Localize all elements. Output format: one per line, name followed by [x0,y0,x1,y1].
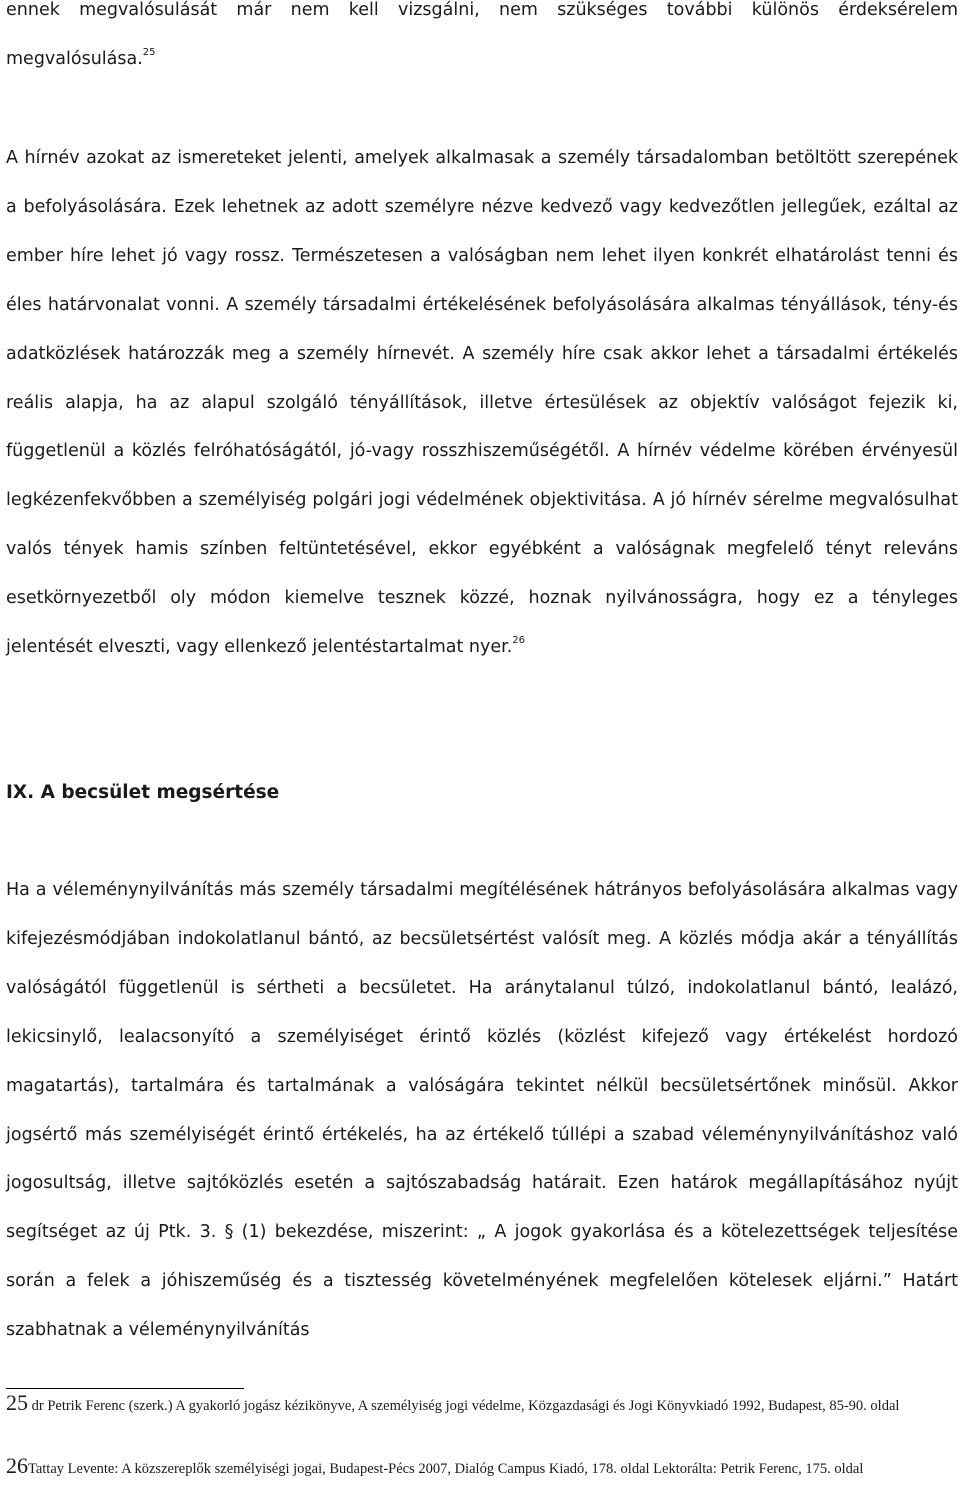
footnote-ref-25[interactable]: 25 [142,46,156,58]
paragraph-2 [6,134,958,672]
footnote-26 [6,1453,952,1480]
footnote-separator [6,1388,244,1389]
section-heading: IX. A becsület megsértése [6,782,280,803]
paragraph-3 [6,866,958,1355]
paragraph-2-text: A hírnév azokat az ismereteket jelenti, amelyek alkalmasak a személy társadalomban betöltött szerepének a befolyásolására. Ezek lehetnek az adott személyre nézve kedvező vagy kedvezőtlen jellegűek, ezáltal az ember híre lehet jó vagy rossz. Természetesen a valóságban nem lehet ilyen konkrét elhatárolást tenni és éles határvonalat vonni. A személy társadalmi értékelésének befolyásolására alkalmas tényállások, tény-és adatközlések határozzák meg a személy hírnevét. A személy híre csak akkor lehet a társadalmi értékelés reális alapja, ha az alapul szolgáló tényállítások, illetve értesülések az objektív valóságot fejezik ki, függetlenül a közlés felróhatóságától, jó-vagy rosszhiszeműségétől. A hírnév védelme körében érvényesül legkézenfekvőbben a személyiség polgári jogi védelmének objektivitása. A jó hírnév sérelme megvalósulhat valós tények hamis színben feltüntetésével, ekkor egyébként a valóságnak megfelelő tényt releváns esetkörnyezetből oly módon kiemelve tesznek közzé, hoznak nyilvánosságra, hogy ez a tényleges jelentését elveszti, vagy ellenkező jelentéstartalmat nyer. [6,148,958,658]
paragraph-1-text: ennek megvalósulását már nem kell vizsgálni, nem szükséges további különös érdeksérelem megvalósulása. [6,0,958,69]
footnote-ref-26[interactable]: 26 [512,635,525,647]
footnote-text: dr Petrik Ferenc (szerk.) A gyakorló jogász kézikönyve, A személyiség jogi védelme, Közgazdasági és Jogi Könyvkiadó 1992, Budapest, 85-90. oldal [31,1398,900,1414]
footnote-number: 25 [6,1390,28,1415]
footnote-text: Tattay Levente: A közszereplők személyiségi jogai, Budapest-Pécs 2007, Dialóg Campus Kiadó, 178. oldal Lektorálta: Petrik Ferenc, 175. oldal [28,1461,864,1477]
paragraph-3-text: Ha a véleménynyilvánítás más személy társadalmi megítélésének hátrányos befolyásolására alkalmas vagy kifejezésmódjában indokolatlanul bántó, az becsületsértést valósít meg. A közlés módja akár a tényállítás valóságától függetlenül is sértheti a becsületet. Ha aránytalanul túlzó, indokolatlanul bántó, lealázó, lekicsinylő, lealacsonyító a személyiséget érintő közlés (közlést kifejező vagy értékelést hordozó magatartás), tartalmára és tartalmának a valóságára tekintet nélkül becsületsértőnek minősül. Akkor jogsértő más személyiségét érintő értékelés, ha az értékelő túllépi a szabad véleménynyilvánításhoz való jogosultság, illetve sajtóközlés esetén a sajtószabadság határait. Ezen határok megállapításához nyújt segítséget az új Ptk. 3. § (1) bekezdése, miszerint: „ A jogok gyakorlása és a kötelezettségek teljesítése során a felek a jóhiszeműség és a tisztesség követelményének megfelelően kötelesek eljárni.” Határt szabhatnak a véleménynyilvánítás [6,880,958,1341]
footnote-number: 26 [6,1453,28,1478]
footnote-25 [6,1390,952,1417]
paragraph-1 [6,0,958,84]
